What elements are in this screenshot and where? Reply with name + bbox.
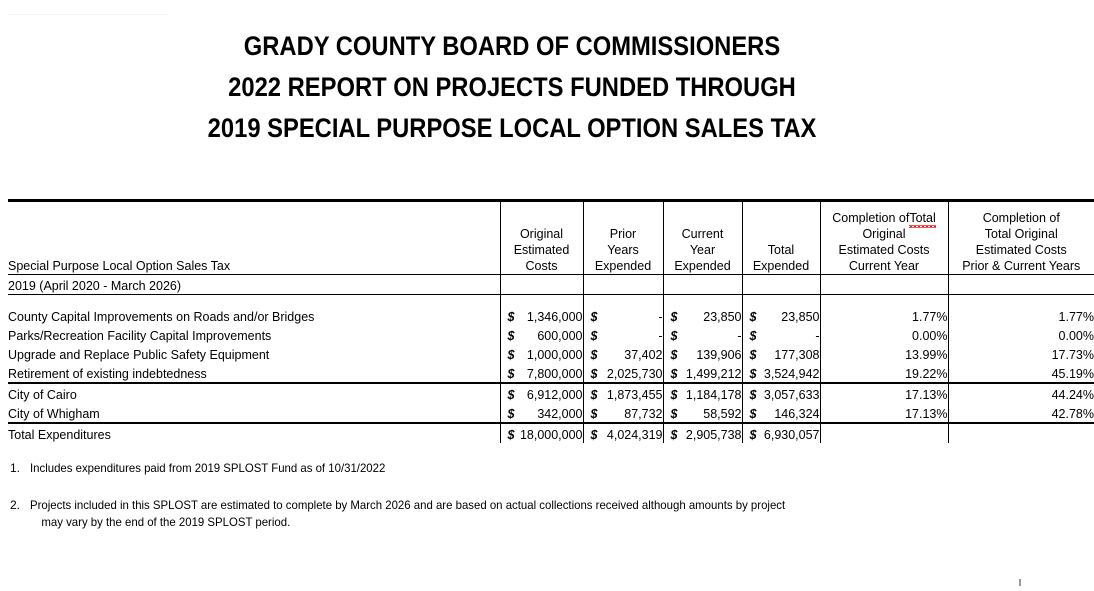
amount-value: 1,873,455 [606, 388, 663, 402]
cell-completion-prior-current-years [948, 423, 1094, 443]
zero-dash: - [737, 329, 742, 343]
period-cell [663, 275, 742, 295]
spacer-cell [500, 295, 583, 307]
currency-symbol: $ [590, 407, 598, 421]
cell-total-expended [742, 403, 820, 423]
footnote-2 [10, 497, 1010, 531]
amount-value: 342,000 [537, 407, 583, 421]
splost-table-container [8, 199, 1094, 443]
scan-artifact-line [8, 14, 168, 15]
amount-value: 23,850 [781, 310, 820, 324]
footnote-number: 2. [10, 498, 21, 512]
amount-value: 4,024,319 [606, 428, 663, 442]
cell-original-estimated-costs [500, 306, 583, 325]
currency-symbol: $ [507, 329, 515, 343]
cell-prior-years-expended [583, 306, 663, 325]
amount-value: 6,930,057 [763, 428, 820, 442]
row-label: Parks/Recreation Facility Capital Improvements [8, 329, 272, 343]
currency-symbol: $ [670, 310, 678, 324]
table-row [8, 423, 1094, 443]
cell-current-year-expended [663, 383, 742, 403]
cell-completion-current-year: 0.00% [820, 325, 948, 344]
amount-value: 7,800,000 [526, 367, 583, 381]
header-line: Prior [609, 227, 637, 241]
cell-current-year-expended [663, 325, 742, 344]
cell-original-estimated-costs [500, 344, 583, 363]
spacer-row [8, 295, 1094, 307]
cell-completion-prior-current-years: 0.00% [948, 325, 1094, 344]
currency-symbol: $ [507, 348, 515, 362]
amount-value: 2,025,730 [606, 367, 663, 381]
title-line-2: 2022 REPORT ON PROJECTS FUNDED THROUGH [228, 72, 796, 102]
header-line: Total Original [984, 227, 1058, 241]
amount-value: 1,346,000 [526, 310, 583, 324]
footnote-1 [10, 460, 1010, 477]
cell-completion-current-year [820, 423, 948, 443]
currency-symbol: $ [749, 310, 757, 324]
header-line: Year [689, 243, 716, 257]
header-current-year-expended [663, 201, 742, 275]
amount-value: 87,732 [624, 407, 663, 421]
header-line: Total [767, 243, 795, 257]
header-line: Costs [525, 259, 558, 273]
spacer-cell [8, 295, 500, 307]
header-completion-prior-current-years [948, 201, 1094, 275]
stub-header-cell [8, 201, 500, 275]
currency-symbol: $ [749, 329, 757, 343]
cell-total-expended [742, 423, 820, 443]
document-title [0, 26, 1024, 149]
cell-prior-years-expended [583, 423, 663, 443]
header-line: Completion of [982, 211, 1060, 225]
table-row [8, 306, 1094, 325]
cell-completion-current-year: 19.22% [820, 363, 948, 383]
cell-current-year-expended [663, 423, 742, 443]
spacer-cell [820, 295, 948, 307]
cell-completion-prior-current-years: 17.73% [948, 344, 1094, 363]
currency-symbol: $ [590, 348, 598, 362]
row-label: Total Expenditures [8, 428, 111, 442]
amount-value: 6,912,000 [526, 388, 583, 402]
cell-total-expended [742, 383, 820, 403]
header-line-with-typo [821, 210, 948, 226]
cell-current-year-expended [663, 344, 742, 363]
header-line: Original [862, 227, 906, 241]
amount-value: 18,000,000 [519, 428, 583, 442]
footnote-body [30, 460, 1010, 477]
header-line: Estimated Costs [975, 243, 1067, 257]
amount-value: 23,850 [703, 310, 742, 324]
cell-current-year-expended [663, 403, 742, 423]
cell-original-estimated-costs [500, 363, 583, 383]
footnote-line: Includes expenditures paid from 2019 SPLOST Fund as of 10/31/2022 [30, 461, 386, 475]
misspelled-word: Total [909, 211, 936, 225]
table-header-row [8, 201, 1094, 275]
footnote-body [30, 497, 1010, 531]
splost-table [8, 199, 1094, 443]
cell-total-expended [742, 344, 820, 363]
header-line: Current Year [848, 259, 920, 273]
amount-value: 177,308 [774, 348, 820, 362]
currency-symbol: $ [590, 367, 598, 381]
cell-completion-prior-current-years: 44.24% [948, 383, 1094, 403]
cell-original-estimated-costs [500, 403, 583, 423]
row-label: Upgrade and Replace Public Safety Equipment [8, 348, 270, 362]
spacer-cell [948, 295, 1094, 307]
zero-dash: - [815, 329, 820, 343]
table-row [8, 344, 1094, 363]
currency-symbol: $ [590, 329, 598, 343]
amount-value: 2,905,738 [685, 428, 742, 442]
cell-completion-prior-current-years: 42.78% [948, 403, 1094, 423]
cell-prior-years-expended [583, 403, 663, 423]
header-prior-years-expended [583, 201, 663, 275]
header-line: Current [681, 227, 724, 241]
currency-symbol: $ [749, 428, 757, 442]
header-line: Prior & Current Years [962, 259, 1081, 273]
currency-symbol: $ [670, 428, 678, 442]
amount-value: 1,000,000 [526, 348, 583, 362]
zero-dash: - [658, 310, 663, 324]
currency-symbol: $ [590, 388, 598, 402]
zero-dash: - [658, 329, 663, 343]
currency-symbol: $ [670, 348, 678, 362]
table-row [8, 325, 1094, 344]
period-row [8, 275, 1094, 295]
period-cell [820, 275, 948, 295]
currency-symbol: $ [507, 367, 515, 381]
currency-symbol: $ [507, 428, 515, 442]
currency-symbol: $ [749, 407, 757, 421]
amount-value: 37,402 [624, 348, 663, 362]
cell-prior-years-expended [583, 363, 663, 383]
cell-completion-current-year: 17.13% [820, 403, 948, 423]
stub-header-label: Special Purpose Local Option Sales Tax [8, 259, 231, 273]
header-line: Estimated Costs [838, 243, 930, 257]
table-row [8, 383, 1094, 403]
amount-value: 1,499,212 [685, 367, 742, 381]
footnote-line: may vary by the end of the 2019 SPLOST period. [41, 515, 291, 529]
header-line: Expended [674, 259, 731, 273]
cell-original-estimated-costs [500, 383, 583, 403]
currency-symbol: $ [507, 388, 515, 402]
currency-symbol: $ [749, 348, 757, 362]
cell-prior-years-expended [583, 325, 663, 344]
period-cell [742, 275, 820, 295]
amount-value: 58,592 [703, 407, 742, 421]
cell-completion-prior-current-years: 45.19% [948, 363, 1094, 383]
header-line: Years [607, 243, 639, 257]
table-row [8, 403, 1094, 423]
cell-total-expended [742, 306, 820, 325]
header-line: Completion of [832, 211, 910, 225]
table-row [8, 363, 1094, 383]
cell-total-expended [742, 363, 820, 383]
header-line: Estimated [513, 243, 570, 257]
scan-speck [1019, 579, 1021, 586]
cell-completion-prior-current-years: 1.77% [948, 306, 1094, 325]
amount-value: 600,000 [537, 329, 583, 343]
currency-symbol: $ [590, 428, 598, 442]
cell-prior-years-expended [583, 383, 663, 403]
currency-symbol: $ [670, 407, 678, 421]
currency-symbol: $ [590, 310, 598, 324]
cell-current-year-expended [663, 306, 742, 325]
spacer-cell [663, 295, 742, 307]
amount-value: 3,524,942 [763, 367, 820, 381]
title-line-1: GRADY COUNTY BOARD OF COMMISSIONERS [243, 31, 781, 61]
amount-value: 3,057,633 [763, 388, 820, 402]
currency-symbol: $ [507, 407, 515, 421]
title-line-3: 2019 SPECIAL PURPOSE LOCAL OPTION SALES TAX [207, 113, 817, 143]
header-line: Expended [594, 259, 652, 273]
currency-symbol: $ [670, 329, 678, 343]
row-label: Retirement of existing indebtedness [8, 363, 500, 383]
period-label: 2019 (April 2020 - March 2026) [8, 275, 500, 295]
row-label: City of Cairo [8, 388, 77, 402]
header-completion-current-year [820, 201, 948, 275]
currency-symbol: $ [507, 310, 515, 324]
cell-completion-current-year: 17.13% [820, 383, 948, 403]
header-total-expended [742, 201, 820, 275]
period-cell [500, 275, 583, 295]
header-line: Expended [752, 259, 810, 273]
period-cell [948, 275, 1094, 295]
amount-value: 146,324 [774, 407, 820, 421]
amount-value: 139,906 [696, 348, 742, 362]
currency-symbol: $ [670, 367, 678, 381]
cell-completion-current-year: 1.77% [820, 306, 948, 325]
project-rows-group [8, 306, 1094, 443]
period-cell [583, 275, 663, 295]
spacer-cell [742, 295, 820, 307]
header-line: Original [519, 227, 564, 241]
header-original-estimated-costs [500, 201, 583, 275]
currency-symbol: $ [749, 367, 757, 381]
cell-prior-years-expended [583, 344, 663, 363]
amount-value: 1,184,178 [685, 388, 742, 402]
footnote-number: 1. [10, 461, 21, 475]
cell-total-expended [742, 325, 820, 344]
cell-original-estimated-costs [500, 423, 583, 443]
cell-original-estimated-costs [500, 325, 583, 344]
footnote-line: Projects included in this SPLOST are estimated to complete by March 2026 and are based on actual collections received although amounts by project [30, 498, 786, 512]
cell-current-year-expended [663, 363, 742, 383]
currency-symbol: $ [749, 388, 757, 402]
spacer-cell [583, 295, 663, 307]
cell-completion-current-year: 13.99% [820, 344, 948, 363]
row-label: City of Whigham [8, 403, 500, 423]
currency-symbol: $ [670, 388, 678, 402]
row-label: County Capital Improvements on Roads and/or Bridges [8, 310, 315, 324]
footnotes-section [10, 460, 1010, 551]
